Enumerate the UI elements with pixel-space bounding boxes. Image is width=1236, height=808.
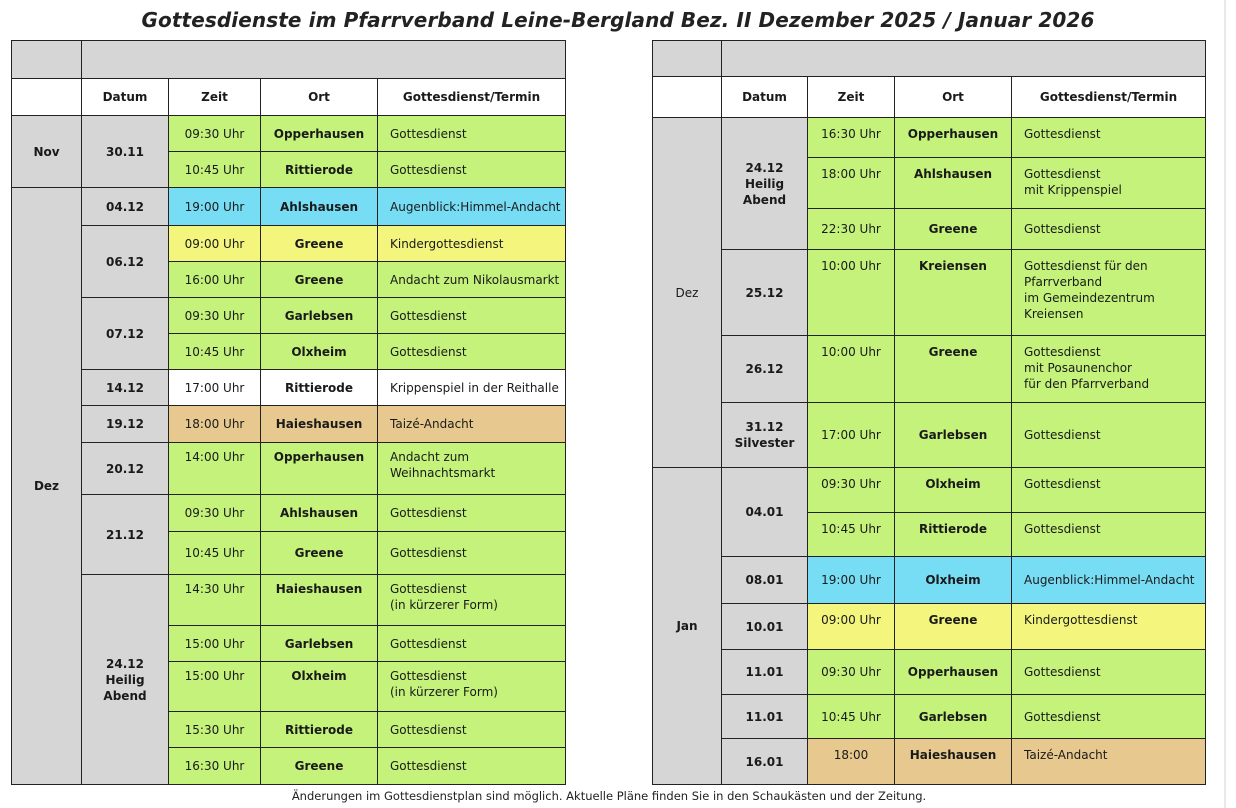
ort-cell	[260, 747, 378, 785]
zeit-cell-text: 19:00 Uhr	[184, 199, 245, 214]
termin-cell	[1011, 603, 1206, 650]
header-datum-text: Datum	[102, 90, 148, 104]
header-zeit	[807, 76, 895, 118]
header-termin-text: Gottesdienst/Termin	[402, 90, 541, 104]
month-cell	[11, 115, 82, 188]
termin-cell	[377, 747, 566, 785]
zeit-cell	[168, 531, 261, 575]
zeit-cell-text: 22:30 Uhr	[821, 222, 881, 236]
zeit-cell	[168, 187, 261, 226]
header-ort	[894, 76, 1012, 118]
date-cell	[81, 405, 169, 443]
zeit-cell	[168, 661, 261, 712]
zeit-cell	[807, 157, 895, 209]
ort-cell	[260, 151, 378, 188]
termin-cell	[1011, 157, 1206, 209]
termin-cell	[377, 661, 566, 712]
termin-cell-text: Gottesdienst	[1024, 477, 1101, 491]
zeit-cell	[807, 738, 895, 785]
zeit-cell	[168, 405, 261, 443]
ort-cell	[260, 333, 378, 370]
termin-cell-text: Gottesdienst für den Pfarrverband im Gemeindezentrum Kreiensen	[1024, 259, 1155, 321]
termin-cell-text: Gottesdienst	[390, 308, 467, 323]
zeit-cell-text: 10:45 Uhr	[184, 546, 245, 560]
page-edge	[1224, 0, 1226, 808]
date-cell-text: 16.01	[745, 754, 784, 769]
zeit-cell-text: 14:00 Uhr	[184, 450, 245, 464]
zeit-cell-text: 10:45 Uhr	[184, 344, 245, 359]
zeit-cell	[168, 261, 261, 298]
date-cell-text: 04.12	[106, 199, 144, 214]
ort-cell	[260, 115, 378, 152]
ort-cell-text: Ahlshausen	[279, 506, 359, 520]
date-cell	[721, 402, 808, 468]
date-cell-text: 24.12 Heilig Abend	[742, 160, 787, 207]
date-cell	[81, 225, 169, 298]
header-datum-text: Datum	[742, 90, 787, 104]
termin-cell	[377, 225, 566, 262]
date-cell-text: 25.12	[745, 285, 784, 300]
zeit-cell-text: 15:30 Uhr	[184, 722, 245, 737]
header-zeit	[168, 78, 261, 116]
termin-cell	[1011, 556, 1206, 604]
zeit-cell-text: 09:30 Uhr	[821, 665, 881, 679]
termin-cell	[377, 574, 566, 626]
month-cell-text: Dez	[675, 285, 699, 300]
ort-cell-text: Opperhausen	[273, 450, 365, 464]
header-zeit-text: Zeit	[201, 90, 228, 104]
date-cell	[721, 335, 808, 403]
ort-cell-text: Greene	[294, 759, 344, 773]
ort-cell-text: Opperhausen	[273, 126, 365, 141]
zeit-cell	[807, 649, 895, 695]
ort-cell	[894, 335, 1012, 403]
termin-cell	[1011, 738, 1206, 785]
ort-cell-text: Rittierode	[919, 522, 987, 536]
header-band-stub	[11, 40, 82, 79]
termin-cell-text: Kindergottesdienst	[1024, 613, 1138, 627]
zeit-cell	[807, 117, 895, 158]
zeit-cell-text: 10:00 Uhr	[821, 345, 881, 359]
ort-cell	[260, 574, 378, 626]
termin-cell	[377, 494, 566, 532]
ort-cell-text: Rittierode	[285, 162, 353, 177]
termin-cell-text: Augenblick:Himmel-Andacht	[390, 199, 561, 214]
zeit-cell-text: 10:45 Uhr	[821, 522, 881, 536]
zeit-cell	[168, 625, 261, 662]
zeit-cell	[807, 556, 895, 604]
zeit-cell-text: 17:00 Uhr	[821, 428, 881, 442]
zeit-cell	[168, 297, 261, 334]
zeit-cell	[807, 467, 895, 513]
zeit-cell	[168, 747, 261, 785]
zeit-cell-text: 09:00 Uhr	[821, 613, 881, 627]
header-band	[81, 40, 566, 79]
zeit-cell	[807, 402, 895, 468]
termin-cell	[1011, 467, 1206, 513]
month-cell	[652, 117, 722, 468]
zeit-cell	[168, 151, 261, 188]
ort-cell-text: Ahlshausen	[279, 199, 359, 214]
zeit-cell-text: 09:30 Uhr	[184, 506, 245, 520]
termin-cell	[1011, 402, 1206, 468]
ort-cell-text: Greene	[928, 345, 978, 359]
termin-cell	[377, 187, 566, 226]
date-cell	[721, 649, 808, 695]
ort-cell-text: Haieshausen	[275, 582, 363, 596]
ort-cell	[894, 157, 1012, 209]
termin-cell-text: Kindergottesdienst	[390, 236, 504, 251]
ort-cell-text: Rittierode	[285, 380, 353, 395]
ort-cell-text: Kreiensen	[919, 259, 987, 273]
ort-cell	[260, 297, 378, 334]
termin-cell-text: Gottesdienst mit Krippenspiel	[1024, 167, 1122, 197]
ort-cell-text: Olxheim	[925, 573, 981, 587]
zeit-cell	[807, 694, 895, 739]
page-title: Gottesdienste im Pfarrverband Leine-Bergland Bez. II Dezember 2025 / Januar 2026	[141, 8, 1095, 32]
termin-cell-text: Gottesdienst (in kürzerer Form)	[390, 669, 498, 699]
termin-cell	[377, 531, 566, 575]
header-band	[721, 40, 1206, 77]
date-cell	[721, 117, 808, 250]
header-corner	[11, 78, 82, 116]
zeit-cell-text: 15:00 Uhr	[184, 669, 245, 683]
footer-note: Änderungen im Gottesdienstplan sind möglich. Aktuelle Pläne finden Sie in den Schaukästen und der Zeitung.	[291, 789, 927, 803]
termin-cell	[1011, 117, 1206, 158]
date-cell-text: 31.12 Silvester	[734, 420, 795, 450]
month-cell-text: Jan	[676, 619, 698, 633]
date-cell-text: 19.12	[106, 417, 144, 431]
header-datum	[721, 76, 808, 118]
zeit-cell-text: 18:00 Uhr	[821, 167, 881, 181]
ort-cell-text: Greene	[928, 222, 978, 236]
zeit-cell-text: 19:00 Uhr	[821, 573, 881, 587]
zeit-cell	[807, 512, 895, 557]
date-cell	[721, 694, 808, 739]
termin-cell	[377, 115, 566, 152]
zeit-cell	[168, 333, 261, 370]
date-cell-text: 11.01	[745, 709, 784, 724]
termin-cell	[377, 369, 566, 406]
termin-cell	[377, 297, 566, 334]
ort-cell-text: Opperhausen	[907, 665, 999, 679]
termin-cell-text: Andacht zum Weihnachtsmarkt	[390, 450, 496, 480]
termin-cell-text: Taizé-Andacht	[390, 417, 474, 431]
termin-cell-text: Gottesdienst	[1024, 222, 1101, 236]
header-ort-text: Ort	[942, 90, 964, 104]
ort-cell	[894, 467, 1012, 513]
date-cell	[81, 442, 169, 495]
termin-cell-text: Taizé-Andacht	[1024, 748, 1108, 762]
date-cell	[81, 369, 169, 406]
termin-cell-text: Gottesdienst (in kürzerer Form)	[390, 582, 498, 612]
termin-cell-text: Gottesdienst	[390, 636, 467, 651]
termin-cell-text: Gottesdienst	[390, 344, 467, 359]
ort-cell	[894, 512, 1012, 557]
month-cell	[11, 187, 82, 785]
zeit-cell-text: 16:30 Uhr	[184, 759, 245, 773]
zeit-cell-text: 10:45 Uhr	[184, 162, 245, 177]
termin-cell-text: Andacht zum Nikolausmarkt	[390, 272, 560, 287]
date-cell	[721, 556, 808, 604]
ort-cell	[260, 494, 378, 532]
ort-cell-text: Olxheim	[925, 477, 981, 491]
ort-cell	[260, 625, 378, 662]
date-cell-text: 21.12	[106, 527, 144, 542]
date-cell-text: 08.01	[745, 573, 784, 587]
ort-cell-text: Ahlshausen	[913, 167, 993, 181]
ort-cell-text: Greene	[294, 236, 344, 251]
ort-cell-text: Garlebsen	[284, 636, 354, 651]
ort-cell	[894, 208, 1012, 250]
date-cell-text: 20.12	[106, 461, 144, 476]
zeit-cell-text: 17:00 Uhr	[184, 380, 245, 395]
date-cell-text: 04.01	[745, 505, 784, 519]
termin-cell	[377, 442, 566, 495]
termin-cell	[377, 151, 566, 188]
termin-cell	[377, 333, 566, 370]
date-cell	[81, 574, 169, 785]
termin-cell	[1011, 649, 1206, 695]
ort-cell-text: Opperhausen	[907, 127, 999, 141]
ort-cell-text: Garlebsen	[918, 428, 988, 442]
ort-cell-text: Garlebsen	[284, 308, 354, 323]
zeit-cell	[168, 442, 261, 495]
header-termin	[377, 78, 566, 116]
zeit-cell-text: 09:30 Uhr	[184, 308, 245, 323]
zeit-cell	[807, 603, 895, 650]
zeit-cell-text: 09:30 Uhr	[184, 126, 245, 141]
termin-cell-text: Gottesdienst	[1024, 127, 1101, 141]
zeit-cell-text: 18:00	[833, 748, 869, 762]
termin-cell-text: Augenblick:Himmel-Andacht	[1024, 573, 1195, 587]
date-cell	[721, 603, 808, 650]
ort-cell-text: Haieshausen	[275, 417, 363, 431]
termin-cell	[377, 405, 566, 443]
termin-cell	[377, 261, 566, 298]
zeit-cell-text: 09:00 Uhr	[184, 236, 245, 251]
zeit-cell-text: 14:30 Uhr	[184, 582, 245, 596]
termin-cell	[1011, 249, 1206, 336]
date-cell	[721, 467, 808, 557]
zeit-cell	[168, 711, 261, 748]
ort-cell	[894, 649, 1012, 695]
zeit-cell	[168, 115, 261, 152]
termin-cell	[1011, 335, 1206, 403]
termin-cell-text: Gottesdienst	[390, 162, 467, 177]
zeit-cell-text: 18:00 Uhr	[184, 417, 245, 431]
ort-cell	[894, 603, 1012, 650]
month-cell-text: Nov	[33, 144, 60, 159]
date-cell	[81, 115, 169, 188]
termin-cell-text: Krippenspiel in der Reithalle	[390, 380, 559, 395]
header-zeit-text: Zeit	[837, 90, 865, 104]
zeit-cell	[168, 494, 261, 532]
termin-cell-text: Gottesdienst mit Posaunenchor für den Pfarrverband	[1024, 345, 1150, 391]
zeit-cell-text: 10:00 Uhr	[821, 259, 881, 273]
zeit-cell-text: 16:30 Uhr	[821, 127, 881, 141]
termin-cell-text: Gottesdienst	[390, 722, 467, 737]
ort-cell-text: Olxheim	[291, 669, 347, 683]
date-cell	[81, 187, 169, 226]
ort-cell	[894, 556, 1012, 604]
ort-cell	[260, 661, 378, 712]
zeit-cell-text: 15:00 Uhr	[184, 636, 245, 651]
date-cell	[721, 249, 808, 336]
header-ort	[260, 78, 378, 116]
ort-cell	[260, 187, 378, 226]
zeit-cell-text: 10:45 Uhr	[821, 709, 881, 724]
header-corner	[652, 76, 722, 118]
ort-cell	[260, 261, 378, 298]
date-cell-text: 11.01	[745, 665, 784, 679]
ort-cell	[260, 225, 378, 262]
zeit-cell	[168, 574, 261, 626]
date-cell-text: 26.12	[745, 362, 784, 376]
date-cell-text: 10.01	[745, 619, 784, 634]
ort-cell	[894, 402, 1012, 468]
ort-cell	[260, 531, 378, 575]
termin-cell-text: Gottesdienst	[390, 546, 467, 560]
date-cell	[81, 297, 169, 370]
termin-cell	[377, 625, 566, 662]
termin-cell-text: Gottesdienst	[1024, 665, 1101, 679]
ort-cell-text: Olxheim	[291, 344, 347, 359]
date-cell-text: 07.12	[106, 326, 144, 341]
zeit-cell-text: 09:30 Uhr	[821, 477, 881, 491]
zeit-cell	[807, 249, 895, 336]
ort-cell	[894, 117, 1012, 158]
date-cell	[81, 494, 169, 575]
termin-cell-text: Gottesdienst	[390, 759, 467, 773]
ort-cell	[260, 369, 378, 406]
termin-cell	[1011, 208, 1206, 250]
date-cell-text: 30.11	[106, 144, 144, 159]
zeit-cell	[168, 369, 261, 406]
ort-cell	[260, 405, 378, 443]
ort-cell	[894, 249, 1012, 336]
date-cell-text: 06.12	[106, 254, 144, 269]
header-band-stub	[652, 40, 722, 77]
termin-cell	[1011, 512, 1206, 557]
month-cell	[652, 467, 722, 785]
ort-cell-text: Greene	[294, 272, 344, 287]
ort-cell	[260, 711, 378, 748]
zeit-cell	[807, 335, 895, 403]
termin-cell	[377, 711, 566, 748]
date-cell-text: 14.12	[106, 380, 144, 395]
ort-cell-text: Garlebsen	[918, 709, 988, 724]
header-datum	[81, 78, 169, 116]
termin-cell-text: Gottesdienst	[390, 126, 467, 141]
header-termin	[1011, 76, 1206, 118]
header-ort-text: Ort	[308, 90, 330, 104]
termin-cell-text: Gottesdienst	[390, 506, 467, 520]
ort-cell-text: Greene	[294, 546, 344, 560]
zeit-cell-text: 16:00 Uhr	[184, 272, 245, 287]
termin-cell-text: Gottesdienst	[1024, 709, 1101, 724]
date-cell-text: 24.12 Heilig Abend	[103, 656, 147, 703]
ort-cell	[260, 442, 378, 495]
ort-cell-text: Greene	[928, 613, 978, 627]
zeit-cell	[807, 208, 895, 250]
date-cell	[721, 738, 808, 785]
header-termin-text: Gottesdienst/Termin	[1039, 90, 1178, 104]
termin-cell-text: Gottesdienst	[1024, 428, 1101, 442]
ort-cell	[894, 694, 1012, 739]
termin-cell	[1011, 694, 1206, 739]
ort-cell-text: Rittierode	[285, 722, 353, 737]
zeit-cell	[168, 225, 261, 262]
ort-cell-text: Haieshausen	[909, 748, 997, 762]
termin-cell-text: Gottesdienst	[1024, 522, 1101, 536]
month-cell-text: Dez	[33, 479, 60, 493]
ort-cell	[894, 738, 1012, 785]
